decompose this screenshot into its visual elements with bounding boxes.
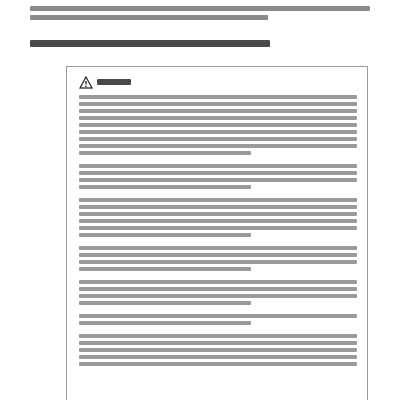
warning-paragraph: [79, 334, 357, 366]
warning-triangle-icon: [79, 76, 93, 89]
warning-box: [66, 66, 368, 400]
warning-paragraph: [79, 198, 357, 237]
section-heading: [30, 38, 270, 48]
warning-paragraph: [79, 280, 357, 305]
warning-paragraph: [79, 314, 357, 325]
intro-line-placeholder: [30, 15, 268, 20]
heading-placeholder: [30, 40, 270, 47]
intro-paragraph: [30, 6, 370, 24]
warning-paragraph: [79, 95, 357, 155]
warning-paragraph: [79, 246, 357, 271]
warning-title-placeholder: [97, 79, 131, 85]
warning-header: [79, 75, 357, 89]
warning-paragraph: [79, 164, 357, 189]
intro-line-placeholder: [30, 6, 370, 11]
